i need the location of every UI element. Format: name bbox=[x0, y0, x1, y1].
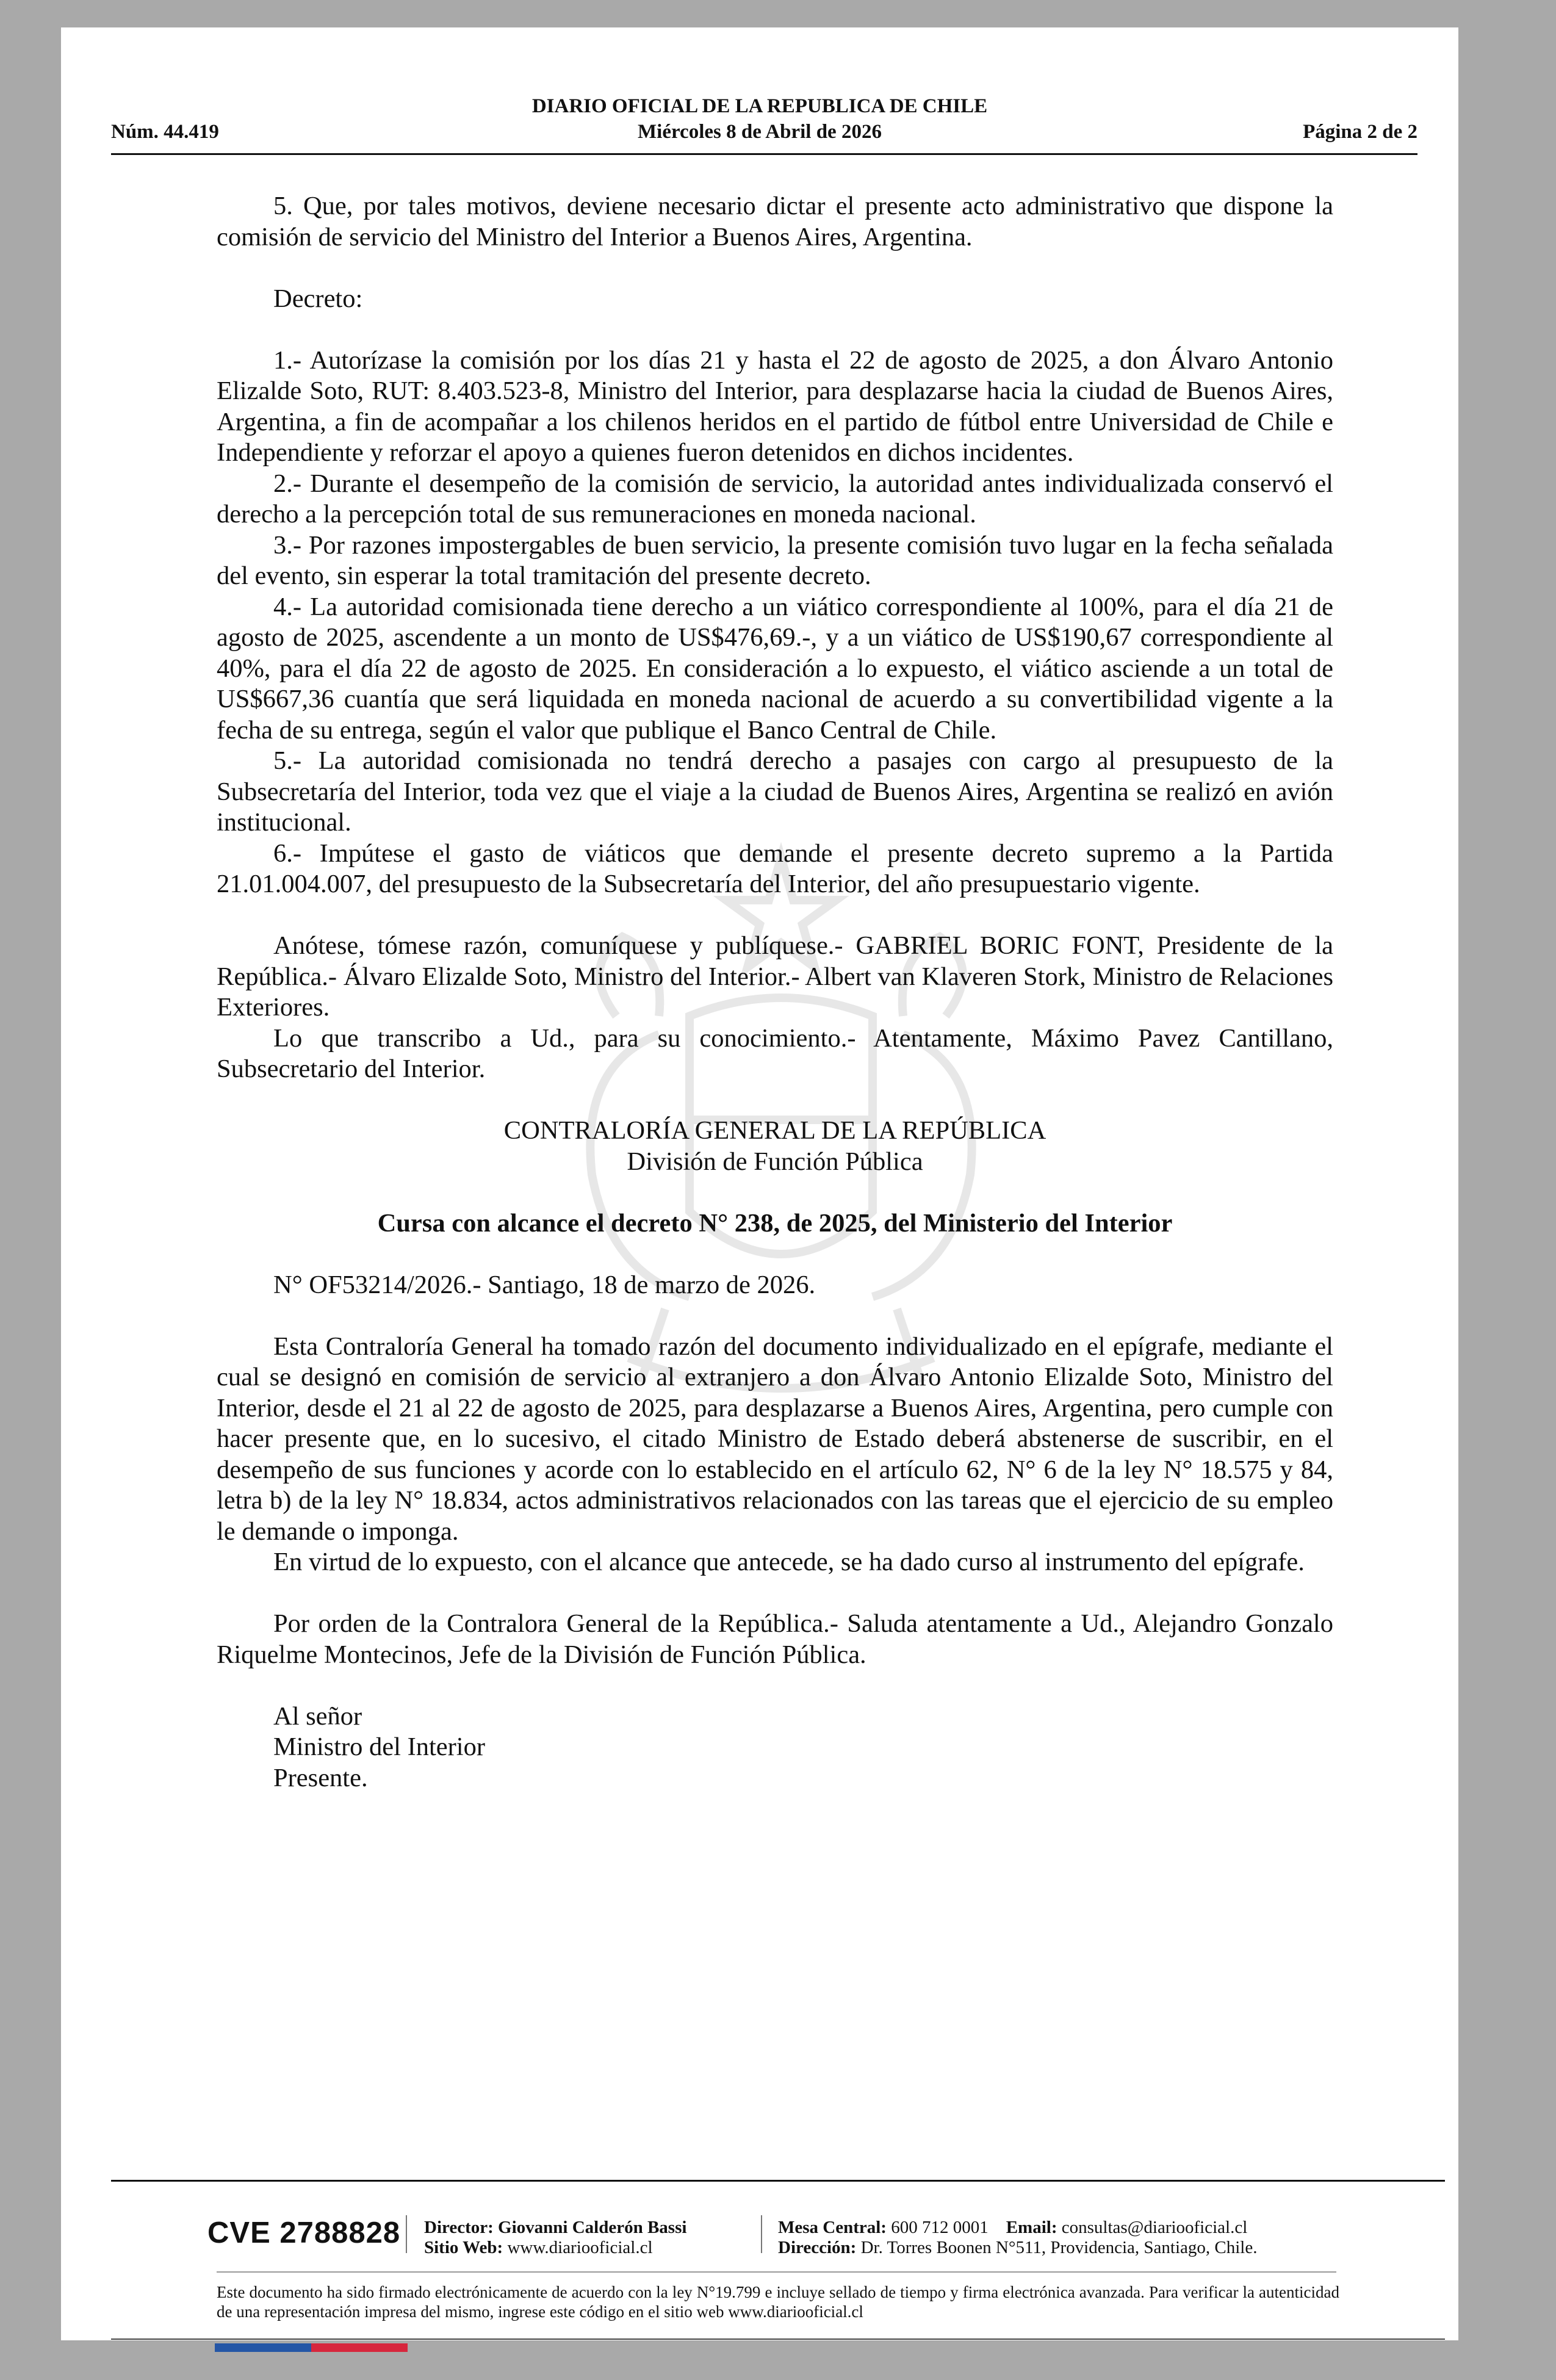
director-label: Director: bbox=[424, 2218, 494, 2237]
email-address[interactable]: consultas@diariooficial.cl bbox=[1061, 2218, 1248, 2237]
decreto-heading: Decreto: bbox=[273, 284, 363, 313]
closing-line-1: Al señor bbox=[273, 1701, 362, 1731]
document-body bbox=[217, 191, 1333, 1794]
legal-notice: Este documento ha sido firmado electrónicamente de acuerdo con la ley N°19.799 e incluye sellado de tiempo y firma electrónica avanzada. Para verificar la autenticidad de una representación impresa del mismo, ingrese este código en el sitio web www.diariooficial.cl bbox=[217, 2283, 1339, 2321]
division-heading: División de Función Pública bbox=[627, 1147, 923, 1176]
address-label: Dirección: bbox=[778, 2238, 857, 2257]
paragraph-5: 5. Que, por tales motivos, deviene necesario dictar el presente acto administrativo que dispone la comisión de servicio del Ministro del Interior a Buenos Aires, Argentina. bbox=[217, 192, 1333, 251]
article-2: 2.- Durante el desempeño de la comisión de servicio, la autoridad antes individualizada conservó el derecho a la percepción total de sus remuneraciones en moneda nacional. bbox=[217, 469, 1333, 528]
en-virtud-paragraph: En virtud de lo expuesto, con el alcance que antecede, se ha dado curso al instrumento del epígrafe. bbox=[273, 1548, 1305, 1576]
document-page bbox=[61, 27, 1458, 2340]
footer-separator bbox=[761, 2215, 762, 2253]
article-1: 1.- Autorízase la comisión por los días 21 y hasta el 22 de agosto de 2025, a don Álvaro Antonio Elizalde Soto, RUT: 8.403.523-8, Ministro del Interior, para desplazarse hacia la ciudad de Buenos Aires, Argentina, a fin de acompañar a los chilenos heridos en el partido de fútbol entre Universidad de Chile e Independiente y reforzar el apoyo a quienes fueron detenidos en dichos incidentes. bbox=[217, 345, 1333, 467]
header-divider bbox=[111, 153, 1417, 155]
closing-line-2: Ministro del Interior bbox=[273, 1733, 486, 1761]
article-4: 4.- La autoridad comisionada tiene derecho a un viático correspondiente al 100%, para el día 21 de agosto de 2025, ascendente a un monto de US$476,69.-, y a un viático de US$190,67 correspondiente al 40%, para el día 22 de agosto de 2025. En consideración a lo expuesto, el viático asciende a un total de US$667,36 cuantía que será liquidada en moneda nacional de acuerdo a su convertibilidad vigente a la fecha de su entrega, según el valor que publique el Banco Central de Chile. bbox=[217, 592, 1333, 745]
director-name: Giovanni Calderón Bassi bbox=[498, 2218, 687, 2237]
footer-director-block bbox=[424, 2218, 686, 2258]
cursa-title: Cursa con alcance el decreto N° 238, de 2025, del Ministerio del Interior bbox=[377, 1208, 1173, 1238]
article-6: 6.- Impútese el gasto de viáticos que demande el presente decreto supremo a la Partida 21.01.004.007, del presupuesto de la Subsecretaría del Interior, del año presupuestario vigente. bbox=[217, 838, 1333, 898]
flag-stripe-red bbox=[311, 2343, 408, 2352]
transcribo-paragraph: Lo que transcribo a Ud., para su conocimiento.- Atentamente, Máximo Pavez Cantillano, Subsecretario del Interior. bbox=[217, 1023, 1333, 1083]
article-3: 3.- Por razones impostergables de buen servicio, la presente comisión tuvo lugar en la fecha señalada del evento, sin esperar la total tramitación del presente decreto. bbox=[217, 530, 1333, 590]
anotese-paragraph: Anótese, tómese razón, comuníquese y publíquese.- GABRIEL BORIC FONT, Presidente de la República.- Álvaro Elizalde Soto, Ministro del Interior.- Albert van Klaveren Stork, Ministro de Relaciones Exteriores. bbox=[217, 931, 1333, 1022]
contraloria-heading: CONTRALORÍA GENERAL DE LA REPÚBLICA bbox=[503, 1116, 1046, 1145]
footer-inner-divider bbox=[217, 2271, 1336, 2273]
mesa-phone: 600 712 0001 bbox=[891, 2218, 989, 2237]
issue-number: Núm. 44.419 bbox=[111, 121, 219, 143]
website-label: Sitio Web: bbox=[424, 2238, 503, 2257]
article-5: 5.- La autoridad comisionada no tendrá derecho a pasajes con cargo al presupuesto de la Subsecretaría del Interior, toda vez que el viaje a la ciudad de Buenos Aires, Argentina se realizó en avión institucional. bbox=[217, 746, 1333, 837]
por-orden-paragraph: Por orden de la Contralora General de la República.- Saluda atentamente a Ud., Alejandro Gonzalo Riquelme Montecinos, Jefe de la División de Función Pública. bbox=[217, 1609, 1333, 1669]
email-label: Email: bbox=[1006, 2218, 1057, 2237]
footer-bottom-divider bbox=[111, 2339, 1445, 2340]
flag-stripe-blue bbox=[215, 2343, 311, 2352]
newspaper-title: DIARIO OFICIAL DE LA REPUBLICA DE CHILE bbox=[531, 95, 988, 117]
contraloria-paragraph: Esta Contraloría General ha tomado razón del documento individualizado en el epígrafe, mediante el cual se designó en comisión de servicio al extranjero a don Álvaro Antonio Elizalde Soto, Ministro del Interior, desde el 21 al 22 de agosto de 2025, para desplazarse a Buenos Aires, Argentina, pero cumple con hacer presente que, en lo sucesivo, el citado Ministro de Estado deberá abstenerse de suscribir, en el desempeño de sus funciones y acorde con lo establecido en el artículo 62, N° 6 de la ley N° 18.575 y 84, letra b) de la ley N° 18.834, actos administrativos relacionados con las tareas que el ejercicio de su empleo le demande o imponga. bbox=[217, 1332, 1333, 1546]
oficio-line: N° OF53214/2026.- Santiago, 18 de marzo de 2026. bbox=[273, 1270, 816, 1299]
page-number: Página 2 de 2 bbox=[1303, 121, 1417, 143]
footer-separator bbox=[406, 2215, 407, 2253]
website-link[interactable]: www.diariooficial.cl bbox=[507, 2238, 653, 2257]
address-value: Dr. Torres Boonen N°511, Providencia, Santiago, Chile. bbox=[860, 2238, 1258, 2257]
closing-line-3: Presente. bbox=[273, 1763, 368, 1792]
footer-contact-block bbox=[778, 2218, 1257, 2258]
cve-code: CVE 2788828 bbox=[207, 2216, 401, 2249]
mesa-label: Mesa Central: bbox=[778, 2218, 887, 2237]
footer-divider bbox=[111, 2180, 1445, 2182]
issue-date: Miércoles 8 de Abril de 2026 bbox=[638, 121, 882, 143]
